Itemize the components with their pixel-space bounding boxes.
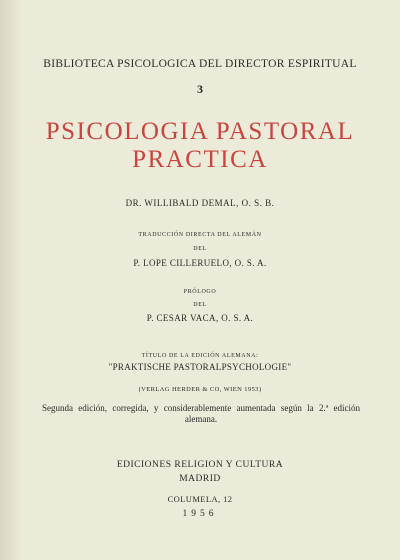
del-label-2: DEL [193, 302, 207, 308]
publisher-name: EDICIONES RELIGION Y CULTURA [116, 460, 284, 470]
author: DR. WILLIBALD DEMAL, O. S. B. [125, 198, 275, 208]
series-title: BIBLIOTECA PSICOLOGICA DEL DIRECTOR ESPIRITUAL [43, 58, 357, 70]
publisher-city: MADRID [179, 474, 221, 484]
book-title-line1: PSICOLOGIA PASTORAL [45, 118, 355, 145]
edition-note: Segunda edición, corregida, y considerablemente aumentada según la 2.ª edición alemana. [42, 403, 360, 424]
translation-label: TRADUCCIÓN DIRECTA DEL ALEMÁN [138, 232, 262, 238]
publisher-address: COLUMELA, 12 [167, 494, 233, 504]
volume-number: 3 [197, 82, 203, 96]
publication-year: 1956 [182, 509, 218, 519]
prologue-label: PRÓLOGO [183, 289, 217, 295]
translator: P. LOPE CILLERUELO, O. S. A. [133, 258, 267, 268]
original-publisher: (VERLAG HERDER & CO, WIEN 1953) [138, 386, 262, 393]
book-title-line2: PRACTICA [132, 146, 268, 173]
original-title-label: TÍTULO DE LA EDICIÓN ALEMANA: [141, 353, 259, 359]
original-title: "PRAKTISCHE PASTORALPSYCHOLOGIE" [108, 362, 292, 372]
del-label-1: DEL [193, 246, 207, 252]
prologuist: P. CESAR VACA, O. S. A. [146, 313, 254, 323]
